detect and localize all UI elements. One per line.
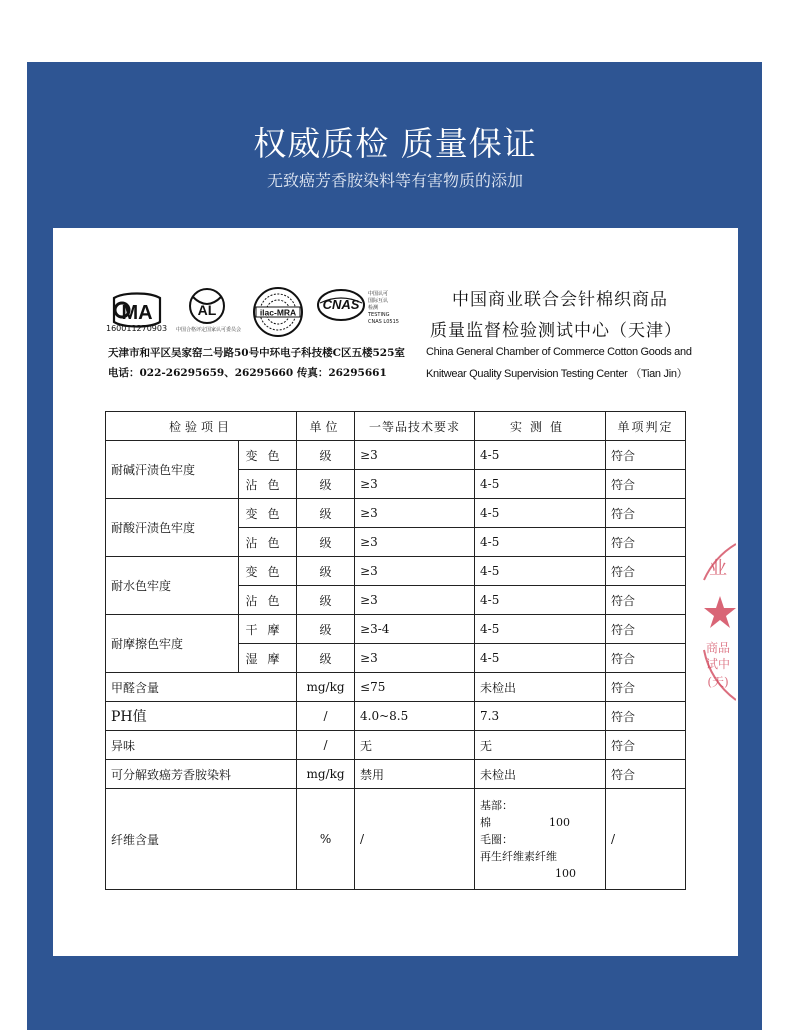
verdict-cell: 符合 [606,702,686,731]
stamp-fragment: 业 [709,558,727,579]
verdict-cell: 符合 [606,470,686,499]
unit-cell: mg/kg [297,760,355,789]
unit-cell: 级 [297,586,355,615]
page-title: 权威质检 质量保证 [253,124,537,163]
verdict-cell: 符合 [606,673,686,702]
svg-text:AL: AL [197,302,217,318]
org-phone: 电话：022-26295659、26295660 传真：26295661 [108,367,387,379]
stamp-fragment: 商品 [705,641,731,655]
unit-cell: 级 [297,499,355,528]
value-cell: 4-5 [475,441,606,470]
fiber-line: 再生纤维素纤维 [480,849,558,863]
requirement-cell: ≥3 [355,528,475,557]
requirement-cell: ≥3 [355,499,475,528]
verdict-cell: 符合 [606,615,686,644]
verdict-cell: 符合 [606,731,686,760]
item-cell: PH值 [106,702,297,731]
requirement-cell: ≥3 [355,586,475,615]
unit-cell: 级 [297,441,355,470]
requirement-cell: ≥3 [355,470,475,499]
fiber-line: 基部： [480,798,514,812]
value-cell: 4-5 [475,470,606,499]
unit-cell: 级 [297,470,355,499]
item-cell: 耐碱汗渍色牢度 [106,441,239,499]
verdict-cell: 符合 [606,557,686,586]
value-cell: 未检出 [475,760,606,789]
inspection-stamp [700,540,736,705]
unit-cell: / [297,702,355,731]
item-cell: 可分解致癌芳香胺染料 [106,760,297,789]
table-row [106,702,686,731]
org-name-en-2: Knitwear Quality Supervision Testing Center （Tian Jin） [426,368,688,380]
org-name-en-1: China General Chamber of Commerce Cotton Goods and [426,346,692,358]
sub-item-cell: 变色 [239,499,297,528]
page-subtitle: 无致癌芳香胺染料等有害物质的添加 [266,171,523,190]
sub-item-cell: 沾色 [239,470,297,499]
sub-item-cell: 沾色 [239,586,297,615]
verdict-cell: 符合 [606,760,686,789]
test-results-table [105,411,686,890]
requirement-cell: ≥3 [355,441,475,470]
fiber-value-cell [475,789,606,890]
unit-cell: 级 [297,528,355,557]
value-cell: 7.3 [475,702,606,731]
table-row [106,441,686,470]
cnas-caption: 中国认可 国际互认 检测 TESTING CNAS L0515 [368,291,399,325]
verdict-cell: 符合 [606,499,686,528]
sub-item-cell: 干摩 [239,615,297,644]
sub-item-cell: 沾色 [239,528,297,557]
value-cell: 4-5 [475,586,606,615]
table-row [106,760,686,789]
fiber-line: 100 [549,815,571,829]
item-cell: 耐水色牢度 [106,557,239,615]
verdict-cell: / [606,789,686,890]
cal-logo [183,287,231,325]
unit-cell: 级 [297,644,355,673]
header-verdict: 单项判定 [606,412,686,441]
value-cell: 4-5 [475,557,606,586]
org-address: 天津市和平区吴家窑二号路50号中环电子科技楼C区五楼525室 [108,347,405,359]
sub-item-cell: 变色 [239,557,297,586]
item-cell: 甲醛含量 [106,673,297,702]
stamp-fragment: (天) [707,675,729,689]
fiber-line: 棉 [480,815,492,829]
table-row [106,789,686,890]
header-requirement: 一等品技术要求 [355,412,475,441]
requirement-cell: ≥3 [355,644,475,673]
item-cell: 异味 [106,731,297,760]
value-cell: 无 [475,731,606,760]
svg-text:MA: MA [121,302,153,324]
cma-number: 160011270903 [106,324,168,333]
unit-cell: 级 [297,615,355,644]
svg-text:CNAS: CNAS [322,297,360,312]
table-header-row [106,412,686,441]
item-cell: 耐摩擦色牢度 [106,615,239,673]
requirement-cell: / [355,789,475,890]
cnas-logo [316,287,366,323]
unit-cell: 级 [297,557,355,586]
org-name-cn-2: 质量监督检验测试中心（天津） [430,321,682,341]
fiber-line-pair [480,814,600,831]
value-cell: 4-5 [475,528,606,557]
table-row [106,557,686,586]
verdict-cell: 符合 [606,586,686,615]
verdict-cell: 符合 [606,644,686,673]
sub-item-cell: 湿摩 [239,644,297,673]
unit-cell: / [297,731,355,760]
requirement-cell: 4.0~8.5 [355,702,475,731]
stamp-fragment: 试中 [705,657,731,671]
value-cell: 4-5 [475,499,606,528]
table-row [106,499,686,528]
header-unit: 单位 [297,412,355,441]
value-cell: 未检出 [475,673,606,702]
table-row [106,615,686,644]
unit-cell: mg/kg [297,673,355,702]
org-name-cn-1: 中国商业联合会针棉织商品 [452,290,668,310]
requirement-cell: ≥3 [355,557,475,586]
requirement-cell: ≤75 [355,673,475,702]
sub-item-cell: 变色 [239,441,297,470]
item-cell: 耐酸汗渍色牢度 [106,499,239,557]
fiber-line: 100 [555,866,577,880]
verdict-cell: 符合 [606,441,686,470]
header-item: 检验项目 [106,412,297,441]
value-cell: 4-5 [475,644,606,673]
table-row [106,673,686,702]
table-row [106,731,686,760]
verdict-cell: 符合 [606,528,686,557]
requirement-cell: ≥3-4 [355,615,475,644]
cal-caption: 中国合格评定国家认可委员会 [176,327,242,333]
header-value: 实测值 [475,412,606,441]
svg-text:ilac-MRA: ilac-MRA [259,307,297,318]
value-cell: 4-5 [475,615,606,644]
requirement-cell: 无 [355,731,475,760]
requirement-cell: 禁用 [355,760,475,789]
fiber-line: 毛圈： [480,832,514,846]
unit-cell: % [297,789,355,890]
item-cell: 纤维含量 [106,789,297,890]
ilac-mra-logo [252,286,304,338]
